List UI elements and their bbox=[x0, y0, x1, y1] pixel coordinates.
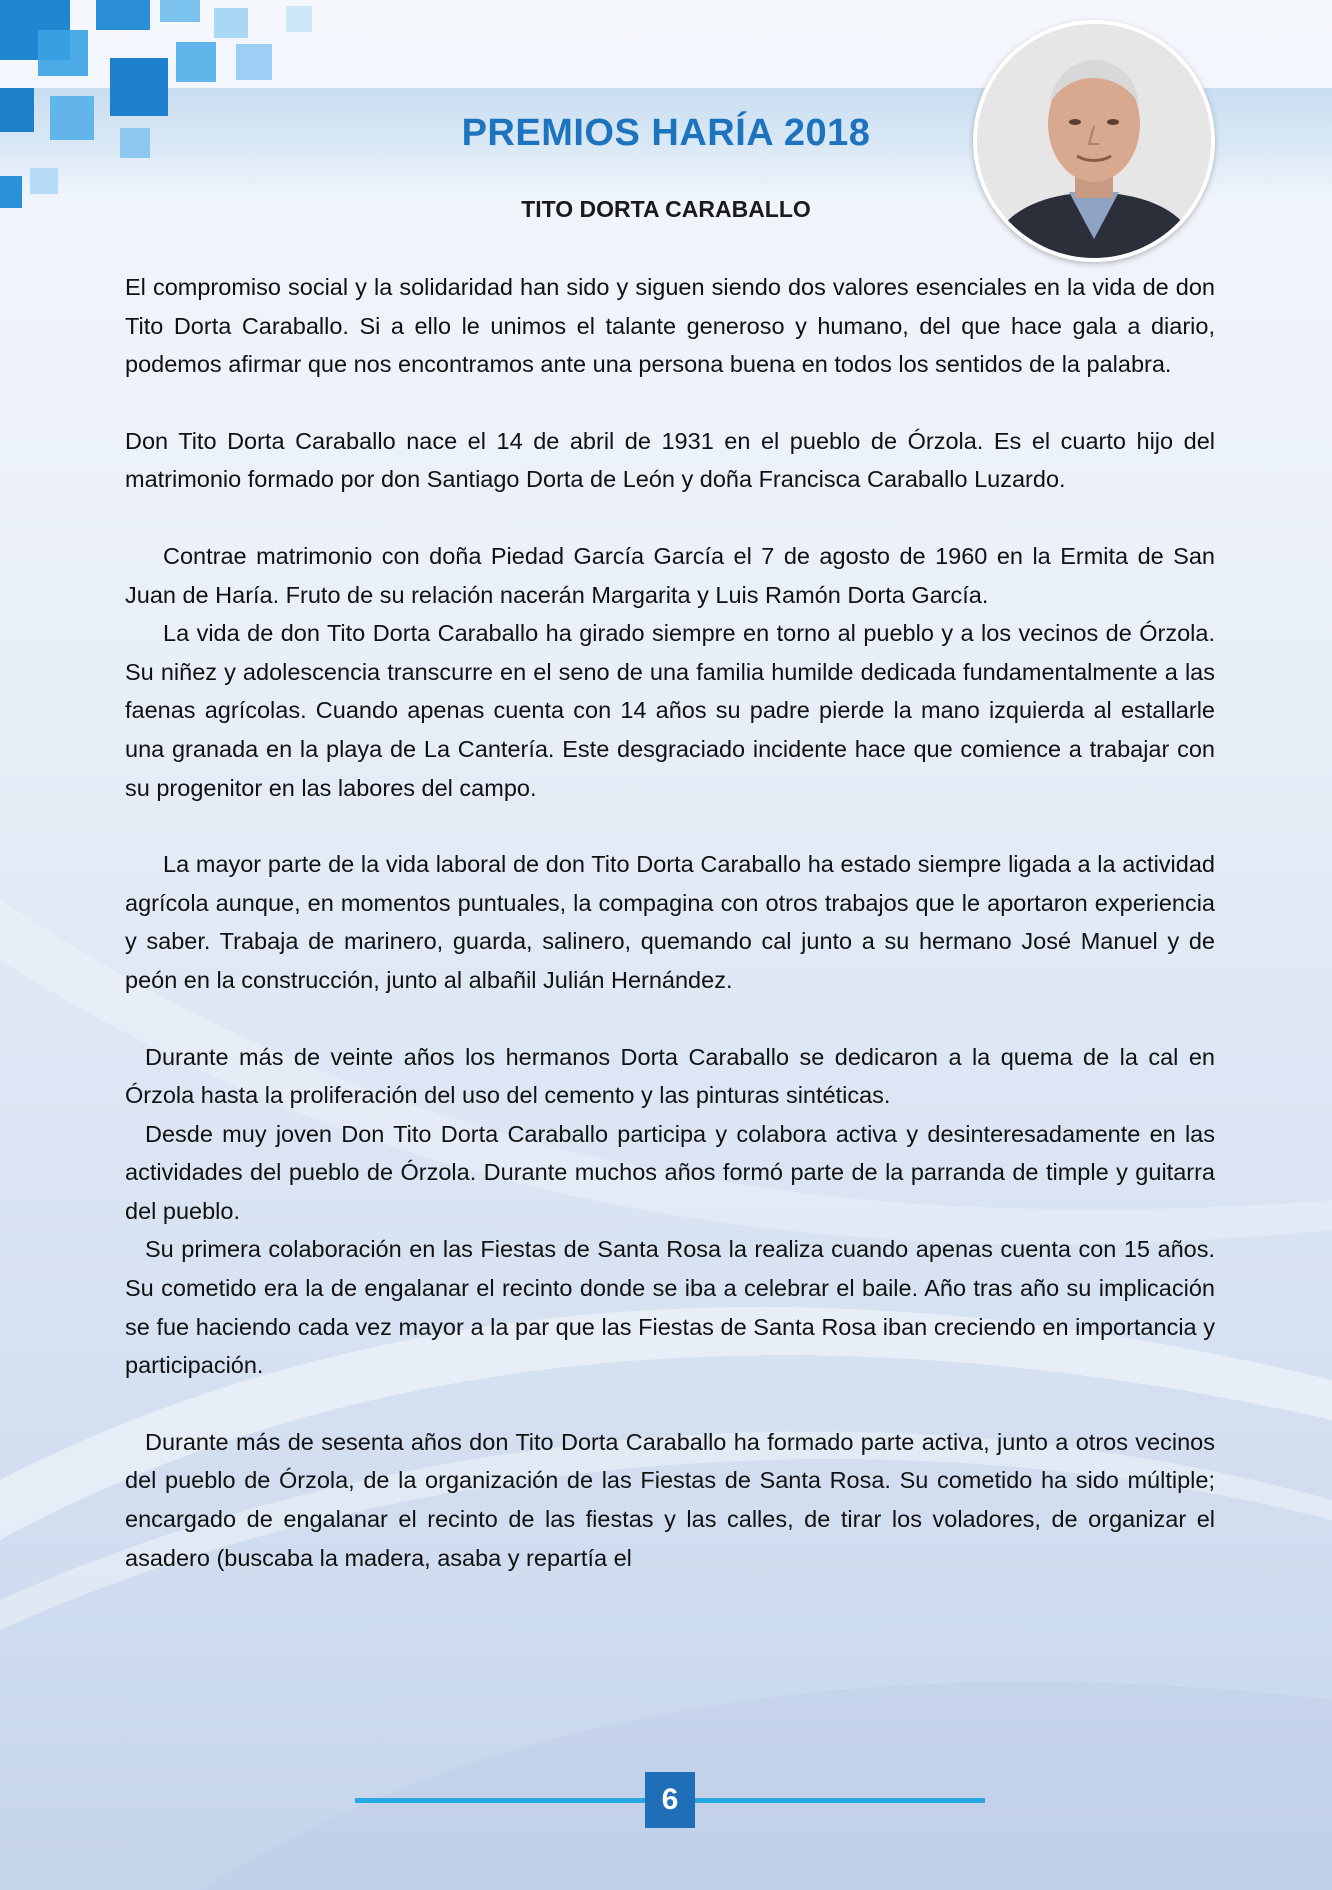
page-number: 6 bbox=[645, 1772, 695, 1828]
footer-line-right bbox=[695, 1798, 985, 1803]
article-body bbox=[125, 268, 1215, 1577]
paragraph: La mayor parte de la vida laboral de don Tito Dorta Caraballo ha estado siempre ligada a la actividad agrícola aunque, en momentos puntuales, la compagina con otros trabajos que le aportaron experiencia y saber. Trabaja de marinero, guarda, salinero, quemando cal junto a su hermano José Manuel y de peón en la construcción, junto al albañil Julián Hernández. bbox=[125, 851, 1215, 993]
portrait-photo bbox=[973, 20, 1215, 262]
paragraph: Durante más de sesenta años don Tito Dorta Caraballo ha formado parte activa, junto a otros vecinos del pueblo de Órzola, de la organización de las Fiestas de Santa Rosa. Su cometido ha sido múltiple; encargado de engalanar el recinto de las fiestas y las calles, de tirar los voladores, de organizar el asadero (buscaba la madera, asaba y repartía el bbox=[125, 1428, 1215, 1571]
paragraph: Don Tito Dorta Caraballo nace el 14 de abril de 1931 en el pueblo de Órzola. Es el cuarto hijo del matrimonio formado por don Santiago Dorta de León y doña Francisca Caraballo Luzardo. bbox=[125, 427, 1215, 493]
page-title: PREMIOS HARÍA 2018 bbox=[461, 112, 871, 154]
paragraph: Su primera colaboración en las Fiestas de Santa Rosa la realiza cuando apenas cuenta con 15 años. Su cometido era la de engalanar el recinto donde se iba a celebrar el baile. Año tras año su implicación se fue haciendo cada vez mayor a la par que las Fiestas de Santa Rosa iban creciendo en importancia y participación. bbox=[125, 1236, 1215, 1379]
paragraph: Desde muy joven Don Tito Dorta Caraballo participa y colabora activa y desinteresadamente en las actividades del pueblo de Órzola. Durante muchos años formó parte de la parranda de timple y guitarra del pueblo. bbox=[125, 1120, 1215, 1224]
paragraph: Durante más de veinte años los hermanos Dorta Caraballo se dedicaron a la quema de la cal en Órzola hasta la proliferación del uso del cemento y las pinturas sintéticas. bbox=[125, 1043, 1215, 1109]
page-subtitle: TITO DORTA CARABALLO bbox=[521, 196, 811, 222]
paragraph: La vida de don Tito Dorta Caraballo ha girado siempre en torno al pueblo y a los vecinos de Órzola. Su niñez y adolescencia transcurre en el seno de una familia humilde dedicada fundamentalmente a las faenas agrícolas. Cuando apenas cuenta con 14 años su padre pierde la mano izquierda al estallarle una granada en la playa de La Cantería. Este desgraciado incidente hace que comience a trabajar con su progenitor en las labores del campo. bbox=[125, 620, 1215, 801]
paragraph: El compromiso social y la solidaridad han sido y siguen siendo dos valores esenciales en la vida de don Tito Dorta Caraballo. Si a ello le unimos el talante generoso y humano, del que hace gala a diario, podemos afirmar que nos encontramos ante una persona buena en todos los sentidos de la palabra. bbox=[125, 274, 1215, 378]
paragraph: Contrae matrimonio con doña Piedad García García el 7 de agosto de 1960 en la Ermita de San Juan de Haría. Fruto de su relación nacerán Margarita y Luis Ramón Dorta García. bbox=[125, 542, 1215, 608]
footer-line-left bbox=[355, 1798, 645, 1803]
